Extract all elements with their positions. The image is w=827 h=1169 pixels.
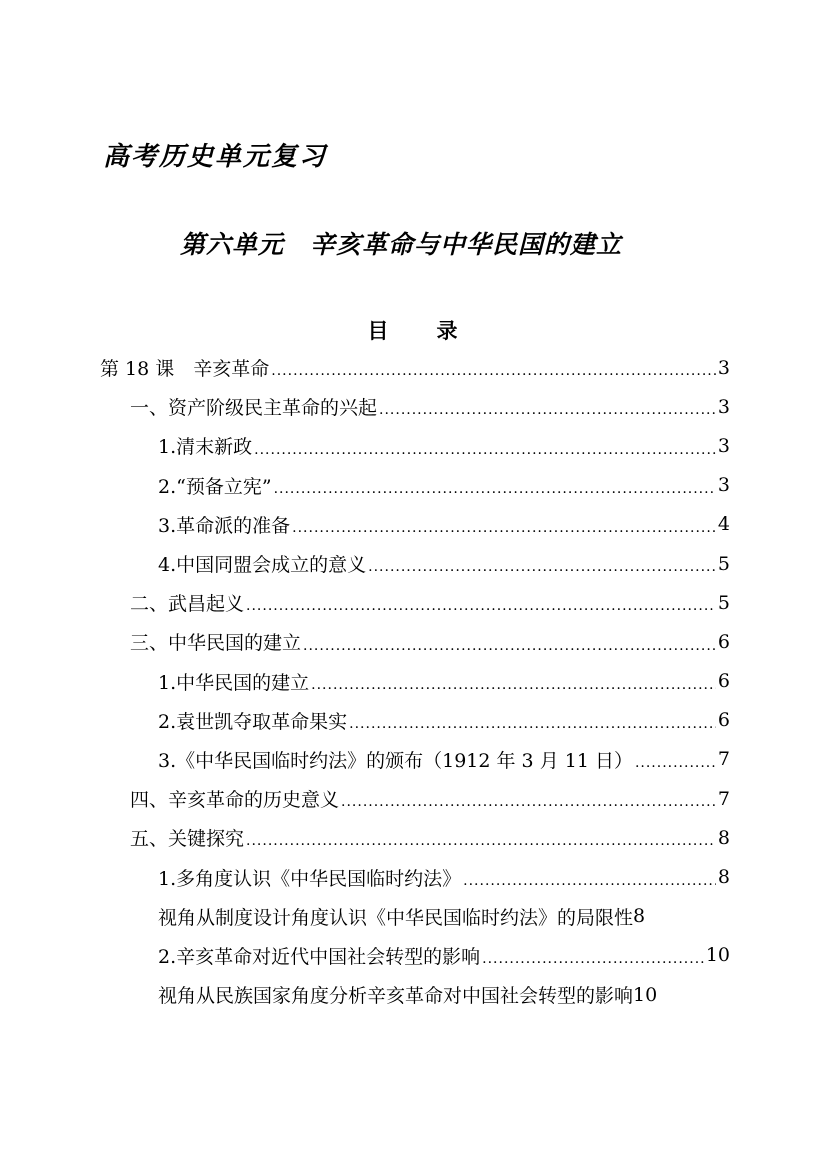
- toc-entry-page: 8: [633, 905, 646, 928]
- toc-entry-label: 四、辛亥革命的历史意义: [130, 789, 340, 812]
- toc-entry[interactable]: [100, 857, 730, 896]
- toc-entry[interactable]: [100, 818, 730, 857]
- toc-entry[interactable]: [100, 975, 730, 1014]
- toc-dot-leader: [271, 363, 716, 387]
- toc-entry[interactable]: [100, 622, 730, 661]
- toc-entry[interactable]: [100, 740, 730, 779]
- toc-entry-label: 五、关键探究: [130, 828, 245, 851]
- toc-entry-page: 10: [633, 983, 658, 1006]
- toc-entry-page: 3: [717, 474, 730, 497]
- toc-entry-label: 视角从民族国家角度分析辛亥革命对中国社会转型的影响: [158, 985, 634, 1008]
- toc-entry[interactable]: [100, 701, 730, 740]
- toc-entry-page: 6: [717, 630, 730, 653]
- toc-entry-page: 8: [717, 866, 730, 889]
- toc-dot-leader: [311, 677, 716, 701]
- toc-entry-label: 三、中华民国的建立: [130, 632, 302, 655]
- toc-dot-leader: [379, 402, 716, 426]
- toc-entry-label: 3.革命派的准备: [158, 514, 291, 537]
- toc-dot-leader: [635, 755, 716, 779]
- toc-entry-page: 3: [717, 434, 730, 457]
- toc-dot-leader: [368, 559, 716, 583]
- toc-entry-label: 1.中华民国的建立: [158, 671, 310, 694]
- toc-entry-page: 10: [705, 944, 730, 967]
- toc-dot-leader: [341, 794, 716, 818]
- toc-entry-label: 第 18 课 辛亥革命: [100, 358, 270, 381]
- toc-entry[interactable]: [100, 779, 730, 818]
- toc-entry-label: 3.《中华民国临时约法》的颁布（1912 年 3 月 11 日）: [158, 749, 633, 772]
- toc-dot-leader: [254, 442, 716, 466]
- toc-entry-label: 1.清末新政: [158, 436, 253, 459]
- toc-dot-leader: [292, 520, 716, 544]
- toc-entry-label: 4.中国同盟会成立的意义: [158, 554, 367, 577]
- toc-entry-label: 二、武昌起义: [130, 593, 245, 616]
- toc-dot-leader: [463, 873, 716, 897]
- toc-entry-label: 2.辛亥革命对近代中国社会转型的影响: [158, 945, 481, 968]
- toc-heading: 目 录: [367, 318, 460, 343]
- toc-entry-page: 7: [717, 748, 730, 771]
- toc-entry[interactable]: [100, 583, 730, 622]
- toc-entry-page: 3: [717, 356, 730, 379]
- toc-entry-page: 8: [717, 826, 730, 849]
- toc-entry-label: 1.多角度认识《中华民国临时约法》: [158, 867, 462, 890]
- toc-entry-label: 视角从制度设计角度认识《中华民国临时约法》的局限性: [158, 906, 634, 929]
- toc-entry[interactable]: [100, 505, 730, 544]
- toc-entry-label: 2.“预备立宪”: [158, 475, 272, 498]
- toc-entry[interactable]: [100, 936, 730, 975]
- toc-entry-page: 5: [717, 591, 730, 614]
- toc-dot-leader: [303, 638, 716, 662]
- unit-title: 第六单元 辛亥革命与中华民国的建立: [180, 230, 623, 259]
- toc-dot-leader: [274, 481, 716, 505]
- toc-entry-page: 6: [717, 670, 730, 693]
- toc-entry[interactable]: [100, 426, 730, 465]
- toc-entry-page: 3: [717, 395, 730, 418]
- toc-entry[interactable]: [100, 466, 730, 505]
- toc-entry-page: 5: [717, 552, 730, 575]
- toc-entry-label: 2.袁世凯夺取革命果实: [158, 710, 348, 733]
- document-title: 高考历史单元复习: [103, 142, 328, 172]
- toc-entry[interactable]: [100, 544, 730, 583]
- toc-dot-leader: [246, 598, 716, 622]
- toc-entry[interactable]: [100, 662, 730, 701]
- toc-dot-leader: [482, 951, 704, 975]
- table-of-contents: [100, 348, 730, 1014]
- toc-entry[interactable]: [100, 897, 730, 936]
- toc-entry-page: 6: [717, 709, 730, 732]
- toc-entry-page: 7: [717, 787, 730, 810]
- toc-entry-label: 一、资产阶级民主革命的兴起: [130, 397, 378, 420]
- toc-entry[interactable]: [100, 348, 730, 387]
- toc-entry-page: 4: [717, 513, 730, 536]
- toc-dot-leader: [246, 833, 716, 857]
- toc-dot-leader: [349, 716, 716, 740]
- toc-entry[interactable]: [100, 387, 730, 426]
